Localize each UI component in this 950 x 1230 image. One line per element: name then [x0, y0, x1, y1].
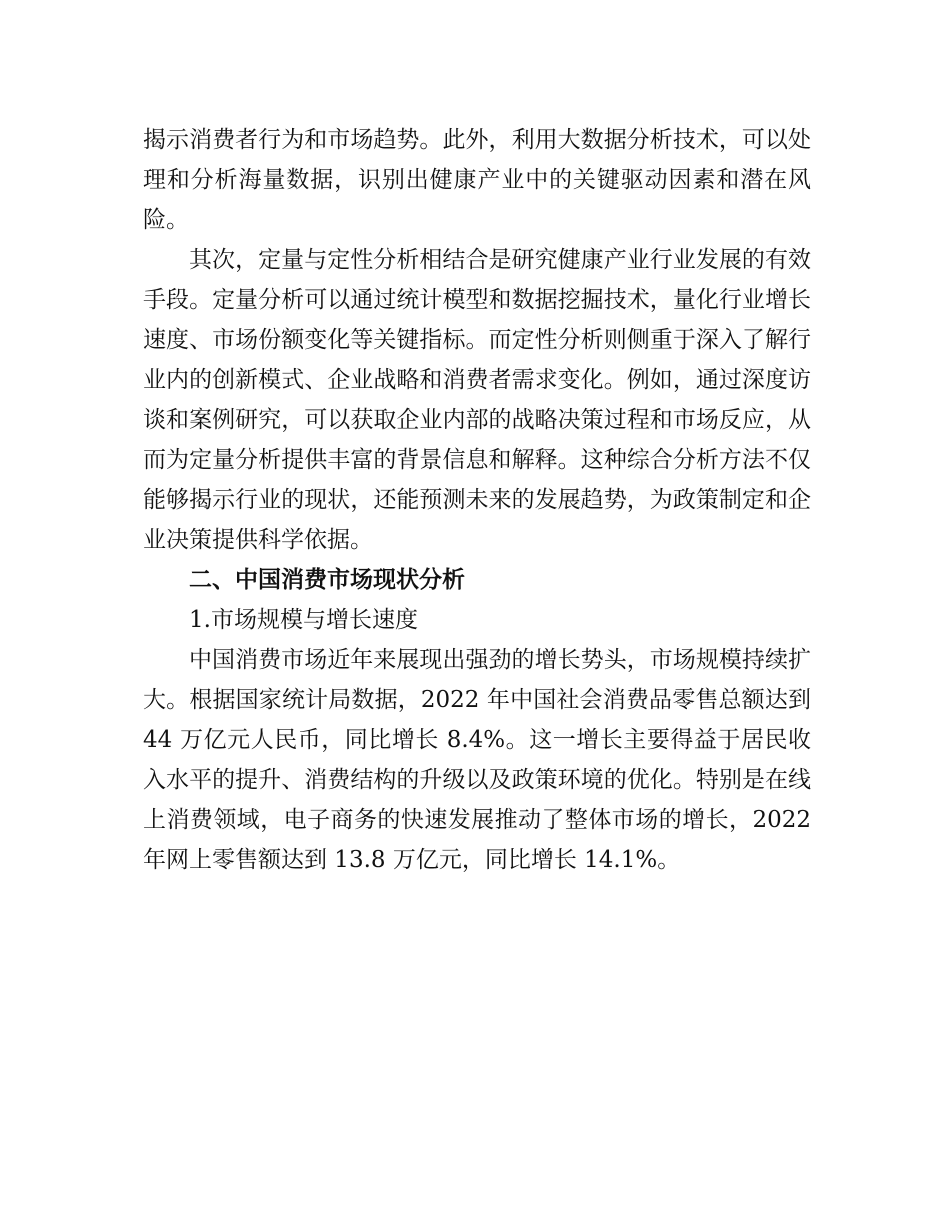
paragraph-market-size: 中国消费市场近年来展现出强劲的增长势头，市场规模持续扩大。根据国家统计局数据，2022 年中国社会消费品零售总额达到 44 万亿元人民币，同比增长 8.4%。这一增长主要得益于居民收入水平的提升、消费结构的升级以及政策环境的优化。特别是在线上消费领域，电子商务的快速发展推动了整体市场的增长，2022 年网上零售额达到 13.8 万亿元，同比增长 14.1%。	[143, 647, 811, 873]
document-body	[143, 120, 811, 880]
paragraph-intro-continuation: 揭示消费者行为和市场趋势。此外，利用大数据分析技术，可以处理和分析海量数据，识别出健康产业中的关键驱动因素和潜在风险。	[143, 127, 811, 233]
subsection-heading: 1.市场规模与增长速度	[189, 607, 418, 633]
paragraph-methods: 其次，定量与定性分析相结合是研究健康产业行业发展的有效手段。定量分析可以通过统计模型和数据挖掘技术，量化行业增长速度、市场份额变化等关键指标。而定性分析则侧重于深入了解行业内的创新模式、企业战略和消费者需求变化。例如，通过深度访谈和案例研究，可以获取企业内部的战略决策过程和市场反应，从而为定量分析提供丰富的背景信息和解释。这种综合分析方法不仅能够揭示行业的现状，还能预测未来的发展趋势，为政策制定和企业决策提供科学依据。	[143, 247, 811, 553]
section-heading: 二、中国消费市场现状分析	[189, 566, 465, 593]
